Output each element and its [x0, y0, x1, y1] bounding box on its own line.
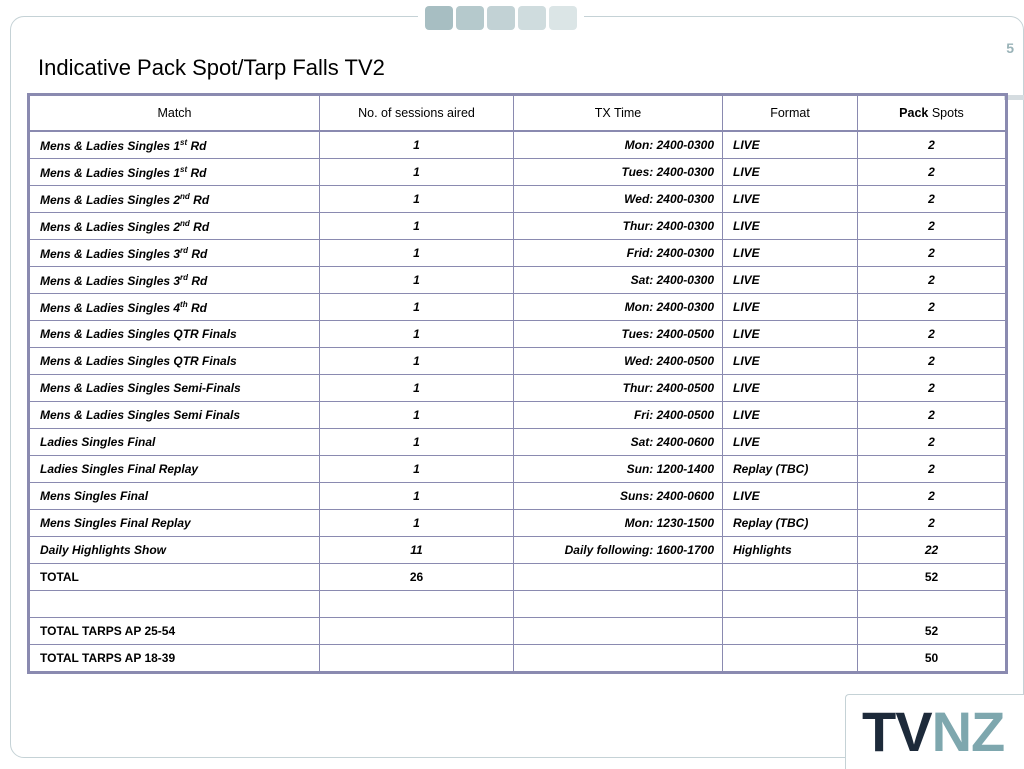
cell-tx-time: Frid: 2400-0300	[514, 240, 723, 267]
cell-spots: 2	[858, 375, 1007, 402]
match-ordinal-suffix: nd	[180, 218, 190, 228]
page-number: 5	[1006, 40, 1014, 56]
cell-tx-time: Sat: 2400-0600	[514, 429, 723, 456]
cell-spots: 52	[858, 618, 1007, 645]
match-ordinal-suffix: nd	[180, 191, 190, 201]
cell-match: TOTAL	[29, 564, 320, 591]
cell-tx-time: Suns: 2400-0600	[514, 483, 723, 510]
tvnz-logo	[862, 700, 1004, 764]
pack-spot-table	[27, 93, 1008, 674]
cell-match	[29, 267, 320, 294]
header-block	[549, 6, 577, 30]
slide-title: Indicative Pack Spot/Tarp Falls TV2	[38, 55, 385, 80]
cell-format: LIVE	[723, 294, 858, 321]
match-text: Mens & Ladies Singles Semi-Finals	[40, 381, 241, 395]
cell-sessions	[320, 645, 514, 673]
match-text: Mens & Ladies Singles 3	[40, 246, 181, 261]
table-row	[29, 159, 1007, 186]
cell-sessions	[320, 618, 514, 645]
cell-match	[29, 402, 320, 429]
cell-format: Replay (TBC)	[723, 456, 858, 483]
table-row	[29, 375, 1007, 402]
header-pack-bold: Pack	[899, 106, 929, 120]
match-ordinal-suffix: th	[180, 299, 188, 309]
match-text: Mens & Ladies Singles 1	[40, 165, 181, 180]
cell-sessions: 1	[320, 429, 514, 456]
cell-spots: 22	[858, 537, 1007, 564]
cell-tx-time: Wed: 2400-0300	[514, 186, 723, 213]
cell-sessions: 1	[320, 456, 514, 483]
cell-tx-time: Wed: 2400-0500	[514, 348, 723, 375]
cell-sessions: 1	[320, 294, 514, 321]
cell-tx-time: Daily following: 1600-1700	[514, 537, 723, 564]
cell-spots: 2	[858, 159, 1007, 186]
cell-tx-time: Mon: 2400-0300	[514, 294, 723, 321]
cell-spots: 2	[858, 429, 1007, 456]
cell-sessions: 1	[320, 240, 514, 267]
table-row	[29, 483, 1007, 510]
match-round-suffix: Rd	[187, 165, 207, 180]
table-row	[29, 348, 1007, 375]
cell-tx-time: Tues: 2400-0300	[514, 159, 723, 186]
cell-format	[723, 564, 858, 591]
cell-match	[29, 348, 320, 375]
table-row	[29, 456, 1007, 483]
cell-format: LIVE	[723, 483, 858, 510]
table-row	[29, 267, 1007, 294]
cell-match	[29, 510, 320, 537]
cell-spots: 2	[858, 240, 1007, 267]
cell-format: LIVE	[723, 348, 858, 375]
cell-spots: 50	[858, 645, 1007, 673]
cell-sessions: 1	[320, 483, 514, 510]
cell-tx-time	[514, 645, 723, 673]
cell-sessions: 26	[320, 564, 514, 591]
cell-format: Replay (TBC)	[723, 510, 858, 537]
match-ordinal-suffix: rd	[180, 245, 189, 255]
match-text: Daily Highlights Show	[40, 543, 167, 557]
cell-spots: 2	[858, 267, 1007, 294]
cell-sessions: 1	[320, 213, 514, 240]
table-row	[29, 186, 1007, 213]
table-row	[29, 321, 1007, 348]
cell-format	[723, 645, 858, 673]
header-format: Format	[723, 95, 858, 132]
cell-spots: 2	[858, 402, 1007, 429]
cell-match	[29, 429, 320, 456]
match-text: Mens & Ladies Singles 4	[40, 300, 181, 315]
cell-tx-time	[514, 591, 723, 618]
header-sessions: No. of sessions aired	[320, 95, 514, 132]
match-text: Mens & Ladies Singles QTR Finals	[40, 354, 237, 368]
cell-format: LIVE	[723, 321, 858, 348]
header-match: Match	[29, 95, 320, 132]
summary-row	[29, 618, 1007, 645]
table-row	[29, 537, 1007, 564]
match-text: Mens & Ladies Singles 1	[40, 138, 181, 153]
match-text: Mens Singles Final Replay	[40, 516, 191, 530]
cell-sessions: 11	[320, 537, 514, 564]
match-round-suffix: Rd	[189, 219, 210, 234]
cell-sessions: 1	[320, 375, 514, 402]
logo-tv: TV	[862, 700, 932, 763]
match-ordinal-suffix: st	[180, 137, 188, 147]
cell-format	[723, 591, 858, 618]
cell-tx-time: Sun: 1200-1400	[514, 456, 723, 483]
cell-spots: 52	[858, 564, 1007, 591]
header-block	[518, 6, 546, 30]
cell-sessions: 1	[320, 321, 514, 348]
cell-spots: 2	[858, 294, 1007, 321]
cell-sessions: 1	[320, 402, 514, 429]
match-text: Mens Singles Final	[40, 489, 149, 503]
cell-match	[29, 537, 320, 564]
cell-spots	[858, 591, 1007, 618]
match-text: Mens & Ladies Singles 3	[40, 273, 181, 288]
cell-tx-time: Sat: 2400-0300	[514, 267, 723, 294]
cell-format: LIVE	[723, 131, 858, 159]
header-pack-spots	[858, 95, 1007, 132]
match-round-suffix: Rd	[188, 246, 208, 261]
match-text: Mens & Ladies Singles QTR Finals	[40, 327, 237, 341]
cell-sessions: 1	[320, 267, 514, 294]
cell-spots: 2	[858, 456, 1007, 483]
decorative-header-blocks	[418, 0, 584, 36]
cell-spots: 2	[858, 483, 1007, 510]
match-ordinal-suffix: rd	[180, 272, 189, 282]
table-row	[29, 402, 1007, 429]
cell-match	[29, 159, 320, 186]
cell-format: LIVE	[723, 267, 858, 294]
cell-format: LIVE	[723, 186, 858, 213]
cell-tx-time: Mon: 1230-1500	[514, 510, 723, 537]
cell-tx-time: Thur: 2400-0300	[514, 213, 723, 240]
cell-sessions: 1	[320, 131, 514, 159]
cell-format: Highlights	[723, 537, 858, 564]
cell-match	[29, 240, 320, 267]
cell-format	[723, 618, 858, 645]
cell-tx-time: Tues: 2400-0500	[514, 321, 723, 348]
match-text: Mens & Ladies Singles 2	[40, 219, 181, 234]
cell-sessions: 1	[320, 159, 514, 186]
header-spots-text: Spots	[928, 106, 964, 120]
cell-match	[29, 321, 320, 348]
match-ordinal-suffix: st	[180, 164, 188, 174]
cell-sessions	[320, 591, 514, 618]
table-header-row	[29, 95, 1007, 132]
cell-format: LIVE	[723, 213, 858, 240]
logo-nz: NZ	[931, 700, 1005, 763]
cell-match	[29, 591, 320, 618]
cell-spots: 2	[858, 186, 1007, 213]
cell-format: LIVE	[723, 402, 858, 429]
match-round-suffix: Rd	[189, 192, 210, 207]
table-row	[29, 240, 1007, 267]
match-round-suffix: Rd	[187, 300, 207, 315]
match-round-suffix: Rd	[187, 138, 207, 153]
cell-format: LIVE	[723, 240, 858, 267]
match-text: Mens & Ladies Singles Semi Finals	[40, 408, 241, 422]
cell-match	[29, 213, 320, 240]
cell-tx-time: Mon: 2400-0300	[514, 131, 723, 159]
cell-match	[29, 186, 320, 213]
cell-tx-time: Thur: 2400-0500	[514, 375, 723, 402]
cell-tx-time	[514, 564, 723, 591]
cell-tx-time: Fri: 2400-0500	[514, 402, 723, 429]
header-tx-time: TX Time	[514, 95, 723, 132]
header-block	[456, 6, 484, 30]
cell-match: TOTAL TARPS AP 18-39	[29, 645, 320, 673]
match-round-suffix: Rd	[188, 273, 208, 288]
cell-match	[29, 294, 320, 321]
cell-match	[29, 483, 320, 510]
cell-tx-time	[514, 618, 723, 645]
cell-spots: 2	[858, 348, 1007, 375]
cell-spots: 2	[858, 510, 1007, 537]
cell-format: LIVE	[723, 375, 858, 402]
match-text: Ladies Singles Final	[40, 435, 156, 449]
cell-match	[29, 131, 320, 159]
table-row	[29, 213, 1007, 240]
header-block	[487, 6, 515, 30]
cell-spots: 2	[858, 213, 1007, 240]
cell-spots: 2	[858, 131, 1007, 159]
cell-sessions: 1	[320, 348, 514, 375]
match-text: Ladies Singles Final Replay	[40, 462, 199, 476]
cell-spots: 2	[858, 321, 1007, 348]
header-block	[425, 6, 453, 30]
cell-sessions: 1	[320, 186, 514, 213]
cell-format: LIVE	[723, 159, 858, 186]
table-row	[29, 429, 1007, 456]
match-text: Mens & Ladies Singles 2	[40, 192, 181, 207]
table-row	[29, 510, 1007, 537]
table-row	[29, 294, 1007, 321]
cell-sessions: 1	[320, 510, 514, 537]
summary-row	[29, 645, 1007, 673]
cell-match	[29, 375, 320, 402]
cell-format: LIVE	[723, 429, 858, 456]
summary-row	[29, 564, 1007, 591]
summary-row	[29, 591, 1007, 618]
table-row	[29, 131, 1007, 159]
cell-match: TOTAL TARPS AP 25-54	[29, 618, 320, 645]
cell-match	[29, 456, 320, 483]
